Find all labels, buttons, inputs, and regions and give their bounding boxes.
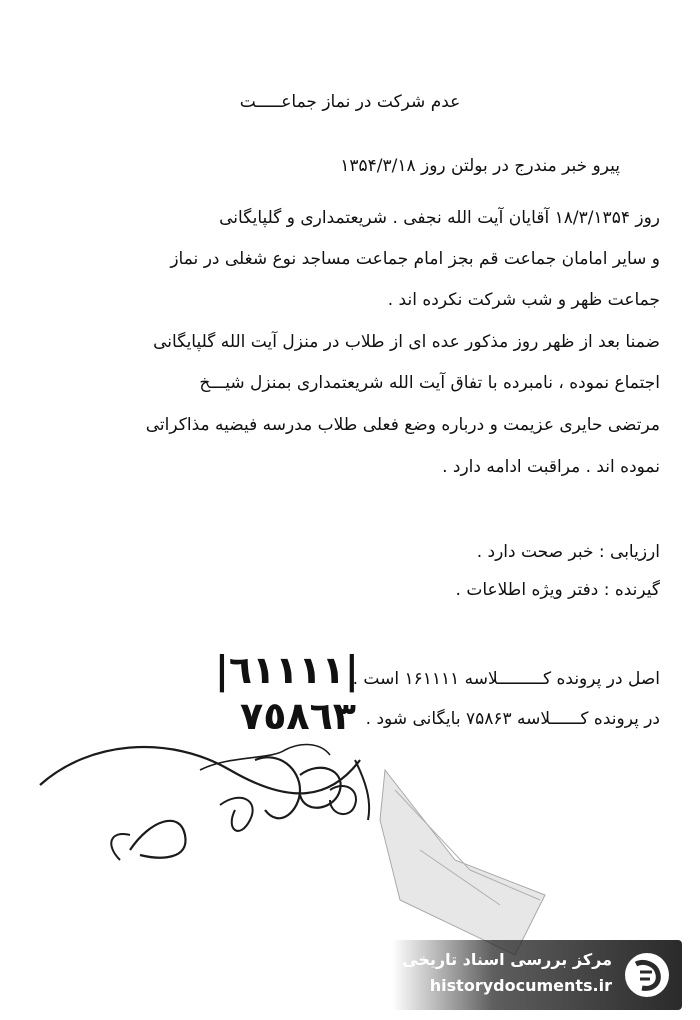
archive-org-name: مرکز بررسی اسناد تاریخی xyxy=(402,950,612,969)
archive-watermark-footer xyxy=(392,940,682,1010)
body-line: مرتضی حایری عزیمت و درباره وضع فعلی طلاب مدرسه فیضیه مذاکراتی xyxy=(145,415,660,435)
body-line: روز ۱۸/۳/۱۳۵۴ آقایان آیت الله نجفی . شریعتمداری و گلپایگانی xyxy=(219,208,660,228)
handwritten-archive-number: ٧٥٨٦٣ xyxy=(240,694,356,738)
document-subtitle: پیرو خبر مندرج در بولتن روز ۱۳۵۴/۳/۱۸ xyxy=(340,156,620,176)
handwritten-file-number: |٦١١١١| xyxy=(215,648,359,692)
body-line: ضمنا بعد از ظهر روز مذکور عده ای از طلاب در منزل آیت الله گلپایگانی xyxy=(153,332,660,352)
body-line: و سایر امامان جماعت قم بجز امام جماعت مساجد نوع شغلی در نماز xyxy=(170,249,660,269)
body-line: نموده اند . مراقبت ادامه دارد . xyxy=(442,457,660,477)
archive-instruction-line: در پرونده کــــــلاسه ۷۵۸۶۳ بایگانی شود . xyxy=(365,709,660,729)
archive-logo-icon xyxy=(622,950,672,1000)
file-reference-line: اصل در پرونده کـــــــــلاسه ۱۶۱۱۱۱ است . xyxy=(352,669,660,689)
archive-website: historydocuments.ir xyxy=(429,976,612,995)
recipient-line: گیرنده : دفتر ویژه اطلاعات . xyxy=(455,580,660,600)
body-line: اجتماع نموده ، نامبرده با تفاق آیت الله شریعتمداری بمنزل شیـــخ xyxy=(199,373,660,393)
signature-stroke xyxy=(40,747,360,793)
document-title: عدم شرکت در نماز جماعـــــت xyxy=(239,92,461,112)
body-line: جماعت ظهر و شب شرکت نکرده اند . xyxy=(387,290,660,310)
assessment-line: ارزیابی : خبر صحت دارد . xyxy=(476,542,660,562)
